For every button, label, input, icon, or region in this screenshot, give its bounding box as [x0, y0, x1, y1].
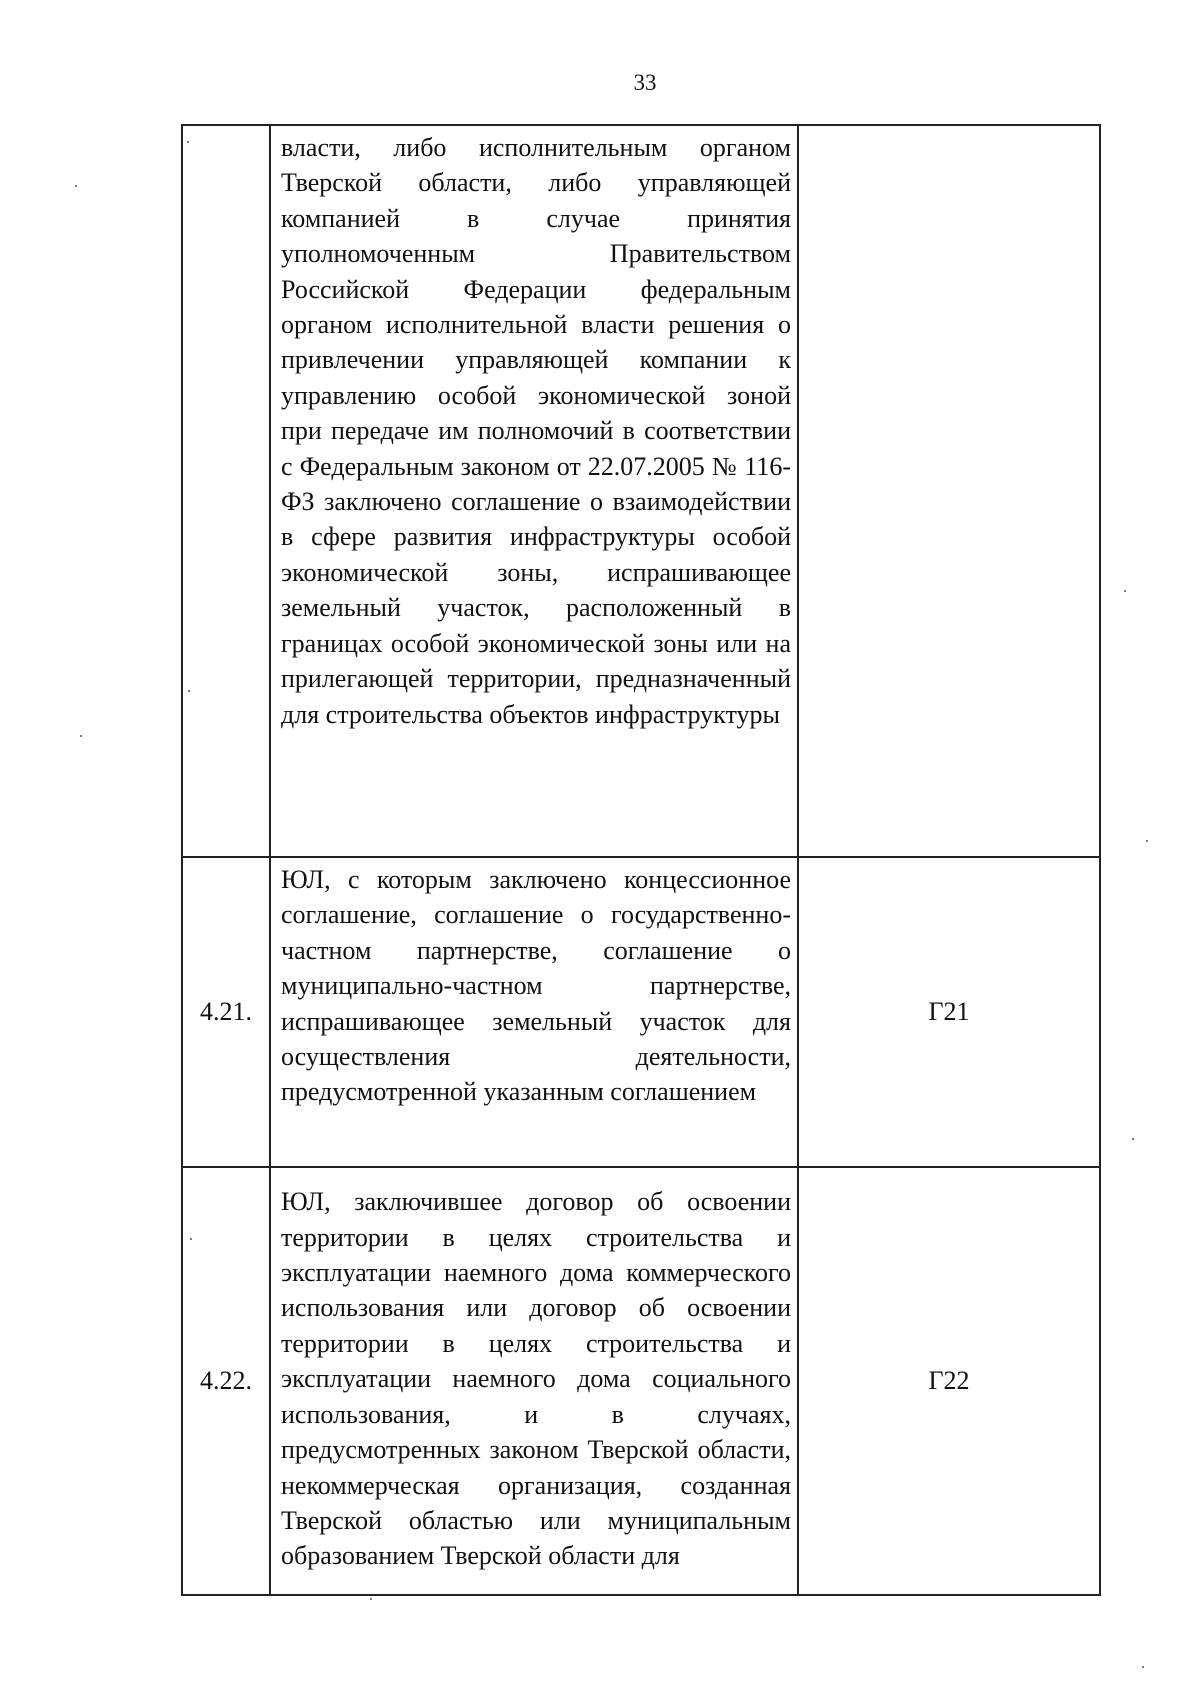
scan-speck	[188, 690, 190, 692]
scan-speck	[1124, 590, 1126, 592]
scan-speck	[1142, 1666, 1144, 1668]
row-description-text: ЮЛ, с которым заключено концессионное соглашение, соглашение о государственно-частном партнерстве, соглашение о муниципально-частном партнерстве, испрашивающее земельный участок для осуществления деятельности, предусмотренной указанным соглашением	[281, 865, 791, 1107]
row-description	[270, 125, 798, 857]
row-description	[270, 1167, 798, 1595]
row-description-text: власти, либо исполнительным органом Тверской области, либо управляющей компанией в случае принятия уполномоченным Правительством Российской Федерации федеральным органом исполнительной власти решения о привлечении управляющей компании к управлению особой экономической зоной при передаче им полномочий в соответствии с Федеральным законом от 22.07.2005 № 116-ФЗ заключено соглашение о взаимодействии в сфере развития инфраструктуры особой экономической зоны, испрашивающее земельный участок, расположенный в границах особой экономической зоны или на прилегающей территории, предназначенный для строительства объектов инфраструктуры	[281, 133, 791, 729]
row-number: 4.21.	[182, 857, 270, 1167]
table-row	[182, 857, 1100, 1167]
page-number: 33	[633, 70, 657, 95]
scan-speck	[80, 735, 82, 737]
scan-speck	[75, 185, 77, 187]
row-description	[270, 857, 798, 1167]
table-row	[182, 1167, 1100, 1595]
scan-speck	[370, 1598, 372, 1600]
row-number	[182, 125, 270, 857]
row-description-text: ЮЛ, заключившее договор об освоении территории в целях строительства и эксплуатации наемного дома коммерческого использования или договор об освоении территории в целях строительства и эксплуатации наемного дома социального использования, и в случаях, предусмотренных законом Тверской области, некоммерческая организация, созданная Тверской областью или муниципальным образованием Тверской области для	[281, 1187, 791, 1571]
row-number: 4.22.	[182, 1167, 270, 1595]
document-table	[181, 124, 1101, 1596]
row-code	[798, 125, 1100, 857]
row-code: Г22	[798, 1167, 1100, 1595]
row-code: Г21	[798, 857, 1100, 1167]
scan-speck	[187, 141, 189, 143]
scan-speck	[1146, 840, 1148, 842]
scan-speck	[190, 1238, 192, 1240]
scan-speck	[1132, 1138, 1134, 1140]
table-row	[182, 125, 1100, 857]
